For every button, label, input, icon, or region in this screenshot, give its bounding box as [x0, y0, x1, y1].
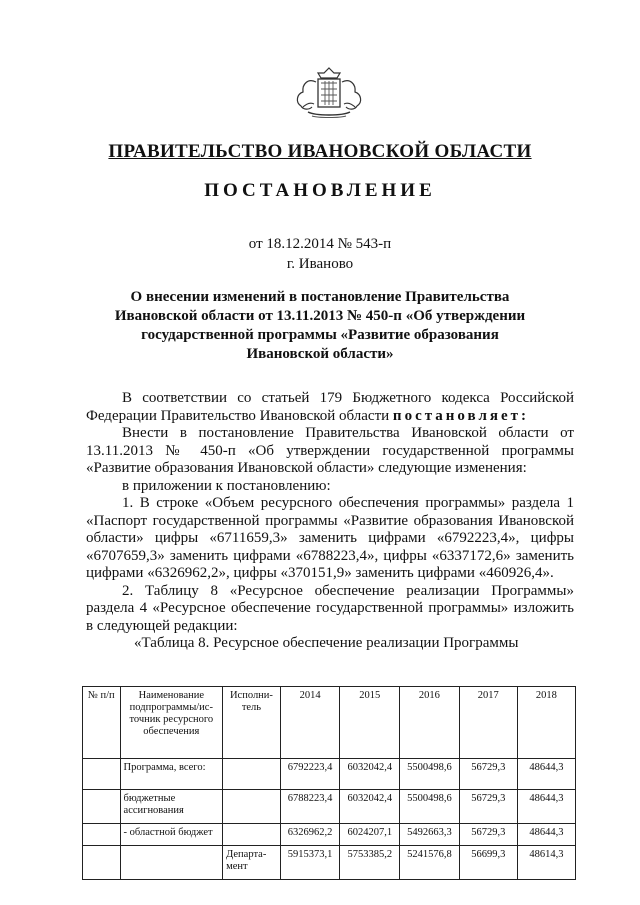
table-cell: 56729,3 — [459, 824, 517, 846]
paragraph-amendments: Внести в постановление Правительства Ивановской области от 13.11.2013 № 450-п «Об утверждении государственной программы «Развитие образования Ивановской области» следующие изменения: — [86, 425, 574, 476]
subject-line-4: Ивановской области» — [246, 346, 394, 362]
table-cell — [83, 759, 121, 790]
table-cell: 56699,3 — [459, 846, 517, 880]
table-cell: 6032042,4 — [340, 759, 400, 790]
table-cell: Программа, всего: — [120, 759, 223, 790]
table-cell — [223, 759, 281, 790]
decree-keyword: постановляет: — [392, 407, 529, 424]
document-city: г. Иваново — [286, 256, 354, 272]
paragraph-item-1: 1. В строке «Объем ресурсного обеспечения программы» раздела 1 «Паспорт государственной программы «Развитие образования Ивановской области» цифры «6711659,3» заменить цифрами «6792223,4», цифры «6707659,3» заменить цифрами «6788223,4», цифры «6337172,6» заменить цифрами «6326962,2», цифры «370151,9» заменить цифрами «460926,4». — [86, 495, 574, 581]
table-cell: 6792223,4 — [280, 759, 340, 790]
table-cell — [83, 846, 121, 880]
header-cell: Наименование подпрограммы/ис-точник ресурсного обеспечения — [120, 687, 223, 759]
table-cell — [223, 824, 281, 846]
header-cell: 2015 — [340, 687, 400, 759]
table-cell: 48644,3 — [517, 790, 575, 824]
header-cell: Исполни-тель — [223, 687, 281, 759]
table-cell: 5492663,3 — [400, 824, 460, 846]
subject-line-3: государственной программы «Развитие образования — [141, 327, 499, 343]
table-cell: 5915373,1 — [280, 846, 340, 880]
table-cell: 5241576,8 — [400, 846, 460, 880]
document-date-number: от 18.12.2014 № 543-п — [248, 236, 392, 252]
paragraph-appendix: в приложении к постановлению: — [122, 477, 331, 494]
table-cell: 56729,3 — [459, 759, 517, 790]
header-cell: 2018 — [517, 687, 575, 759]
resource-table — [82, 686, 576, 880]
table-header-row — [83, 687, 576, 759]
table-cell — [83, 790, 121, 824]
subject-line-1: О внесении изменений в постановление Правительства — [130, 289, 510, 305]
table-cell: 6032042,4 — [340, 790, 400, 824]
table-cell: 5753385,2 — [340, 846, 400, 880]
table-cell — [223, 790, 281, 824]
table-row — [83, 824, 576, 846]
paragraph-legal-basis-text: В соответствии со статьей 179 Бюджетного кодекса Российской Федерации Правительство Ивановской области — [86, 390, 574, 424]
table-cell: 48644,3 — [517, 824, 575, 846]
table-cell: 5500498,6 — [400, 790, 460, 824]
document-body — [86, 390, 574, 653]
header-cell: 2016 — [400, 687, 460, 759]
header-cell: № п/п — [83, 687, 121, 759]
table-cell: 6024207,1 — [340, 824, 400, 846]
table-cell: 6326962,2 — [280, 824, 340, 846]
table-row — [83, 846, 576, 880]
paragraph-legal-basis — [86, 390, 574, 425]
paragraph-item-2: 2. Таблицу 8 «Ресурсное обеспечение реализации Программы» раздела 4 «Ресурсное обеспечение государственной программы» изложить в следующей редакции: — [86, 582, 574, 634]
table-cell: бюджетные ассигнования — [120, 790, 223, 824]
subject-line-2: Ивановской области от 13.11.2013 № 450-п «Об утверждении — [114, 308, 526, 324]
table-cell: 6788223,4 — [280, 790, 340, 824]
header-cell: 2014 — [280, 687, 340, 759]
table-row — [83, 759, 576, 790]
table-caption: «Таблица 8. Ресурсное обеспечение реализации Программы — [134, 635, 519, 651]
table-cell — [120, 846, 223, 880]
table-cell: 56729,3 — [459, 790, 517, 824]
table-cell: 48644,3 — [517, 759, 575, 790]
table-cell: - областной бюджет — [120, 824, 223, 846]
table-cell: Департа-мент — [223, 846, 281, 880]
table-row — [83, 790, 576, 824]
document-subject — [100, 288, 540, 364]
document-type: ПОСТАНОВЛЕНИЕ — [204, 180, 436, 201]
government-name: ПРАВИТЕЛЬСТВО ИВАНОВСКОЙ ОБЛАСТИ — [108, 141, 532, 162]
header-cell: 2017 — [459, 687, 517, 759]
table-cell: 5500498,6 — [400, 759, 460, 790]
table-cell — [83, 824, 121, 846]
coat-of-arms-icon — [294, 64, 364, 122]
table-cell: 48614,3 — [517, 846, 575, 880]
